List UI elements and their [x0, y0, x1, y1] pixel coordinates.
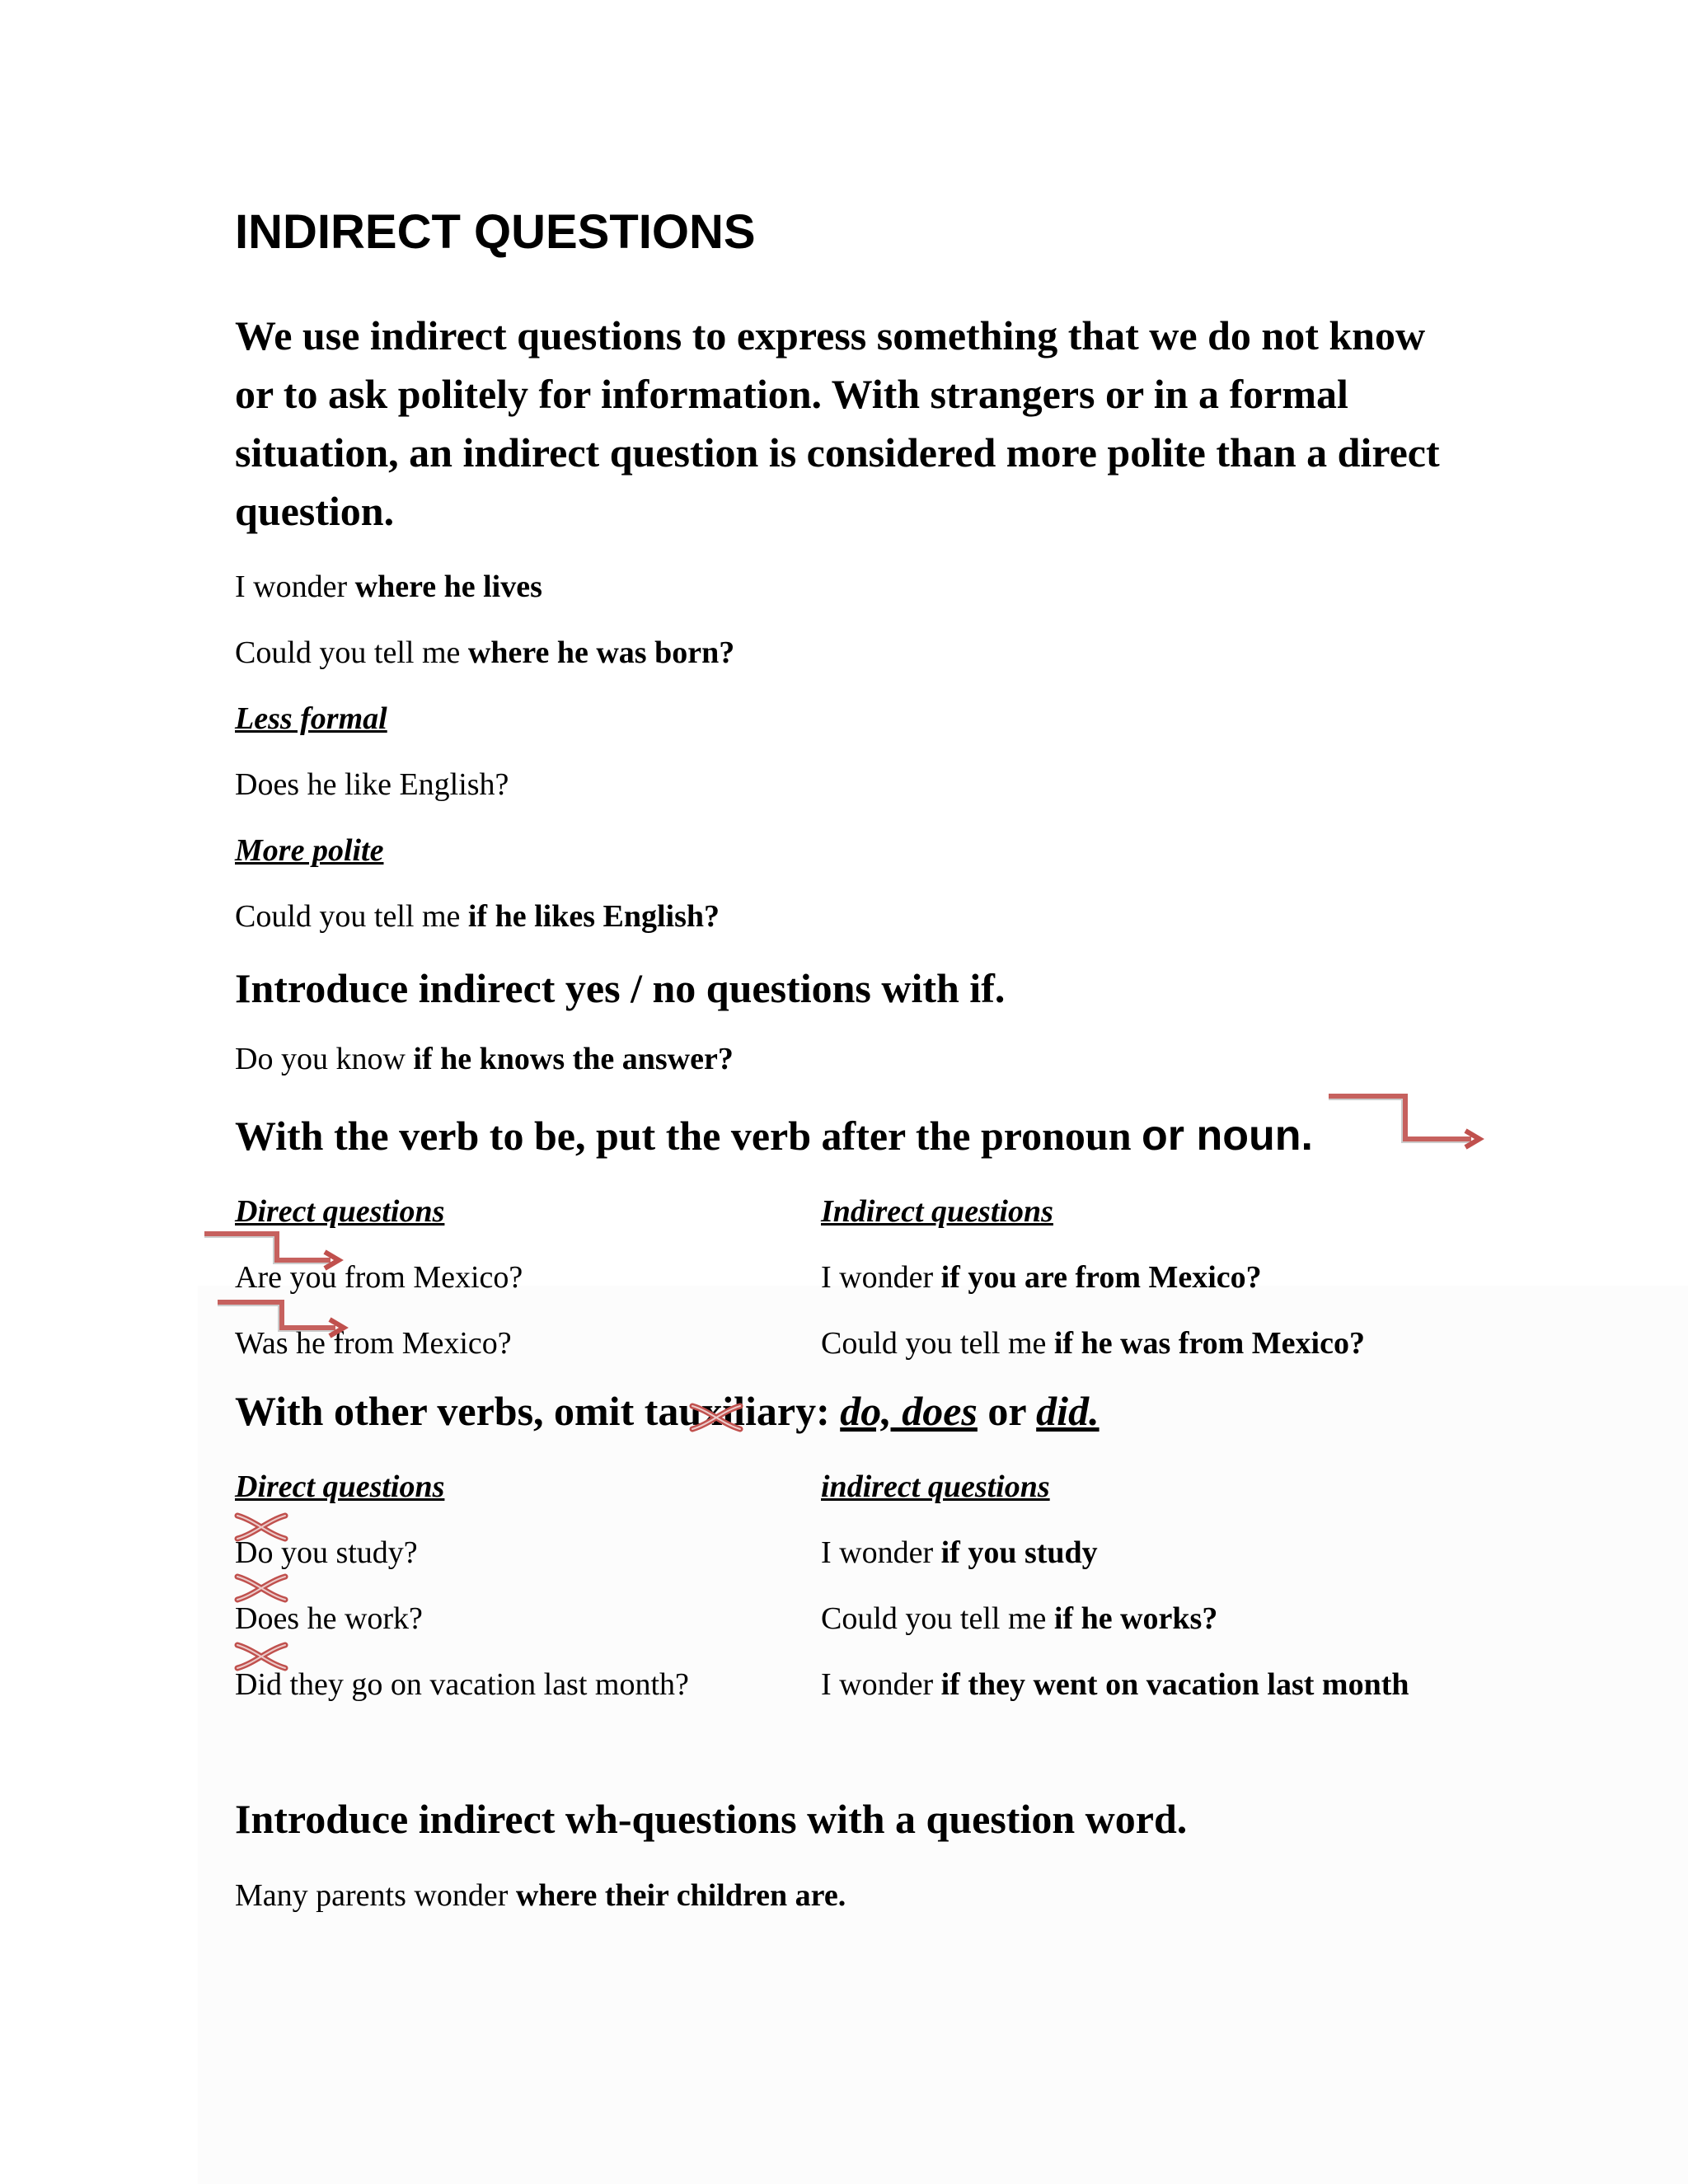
wh-example: Many parents wonder where their children are. — [235, 1878, 846, 1913]
cross-out-icon — [234, 1572, 288, 1605]
cross-out-icon — [689, 1401, 743, 1434]
to-be-heading: With the verb to be, put the verb after the pronoun or noun. — [235, 1112, 1313, 1160]
bent-arrow-icon — [1327, 1092, 1484, 1150]
bent-arrow-icon — [216, 1298, 348, 1347]
page-title: INDIRECT QUESTIONS — [235, 205, 756, 259]
to-be-indirect-1: I wonder if you are from Mexico? — [821, 1260, 1262, 1295]
more-polite-example: Could you tell me if he likes English? — [235, 899, 720, 934]
other-verbs-heading: With other verbs, omit tauxiliary: do, does or did. — [235, 1388, 1100, 1434]
wh-heading: Introduce indirect wh-questions with a question word. — [235, 1796, 1188, 1842]
yes-no-example: Do you know if he knows the answer? — [235, 1042, 734, 1076]
other-indirect-label: indirect questions — [821, 1469, 1050, 1504]
to-be-indirect-2: Could you tell me if he was from Mexico? — [821, 1326, 1365, 1361]
bent-arrow-icon — [203, 1230, 343, 1279]
to-be-direct-label: Direct questions — [235, 1194, 445, 1229]
other-direct-1: Do you study? — [235, 1535, 418, 1570]
cross-out-icon — [234, 1640, 288, 1673]
more-polite-label: More polite — [235, 833, 384, 868]
to-be-direct-1: Are you from Mexico? — [235, 1260, 523, 1295]
cross-out-icon — [234, 1511, 288, 1544]
less-formal-label: Less formal — [235, 701, 387, 736]
other-indirect-2: Could you tell me if he works? — [821, 1601, 1218, 1636]
other-direct-label: Direct questions — [235, 1469, 445, 1504]
example-where-lives: I wonder where he lives — [235, 569, 542, 604]
intro-paragraph: We use indirect questions to express something that we do not know or to ask politely for information. With strangers or in a formal situation, an indirect question is considered more polite than a direct question. — [235, 312, 1440, 534]
example-where-born: Could you tell me where he was born? — [235, 635, 735, 670]
yes-no-heading: Introduce indirect yes / no questions with if. — [235, 965, 1006, 1011]
to-be-direct-2: Was he from Mexico? — [235, 1326, 512, 1361]
other-direct-3: Did they go on vacation last month? — [235, 1667, 689, 1702]
other-indirect-3: I wonder if they went on vacation last month — [821, 1667, 1409, 1702]
other-direct-2: Does he work? — [235, 1601, 423, 1636]
less-formal-example: Does he like English? — [235, 767, 509, 802]
other-indirect-1: I wonder if you study — [821, 1535, 1098, 1570]
to-be-indirect-label: Indirect questions — [821, 1194, 1053, 1229]
